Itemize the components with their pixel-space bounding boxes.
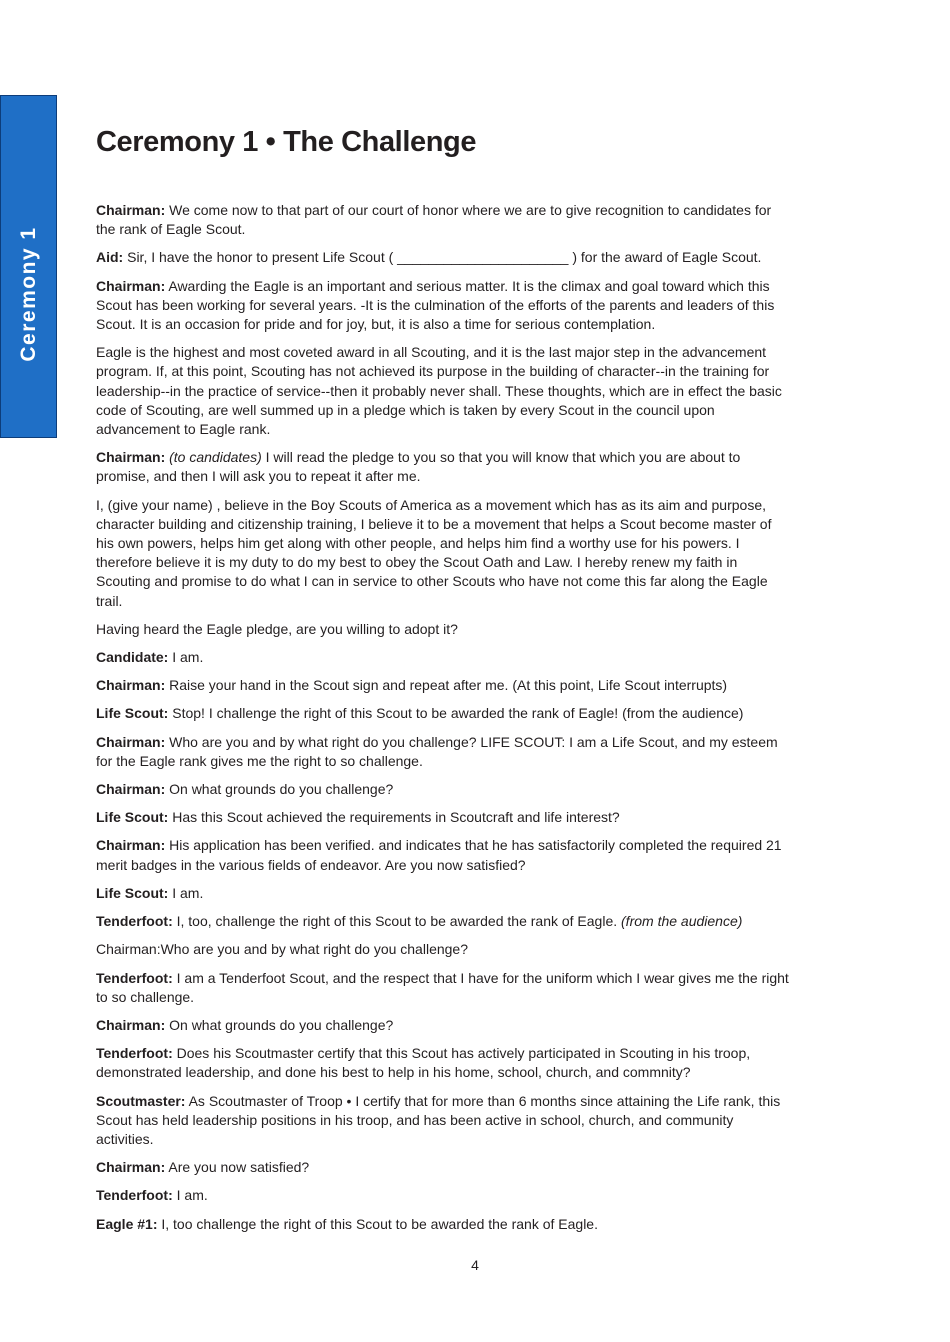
script-paragraph <box>96 620 789 639</box>
side-tab-label: Ceremony 1 <box>17 226 40 362</box>
speaker-label: Chairman: <box>96 277 166 294</box>
script-paragraph <box>96 1186 789 1205</box>
script-paragraph <box>96 808 789 827</box>
dialogue-text: I, too challenge the right of this Scout to be awarded the rank of Eagle. <box>161 1215 598 1232</box>
speaker-label: Candidate: <box>96 649 169 666</box>
speaker-label: Tenderfoot: <box>96 1045 173 1062</box>
dialogue-text: On what grounds do you challenge? <box>169 781 394 798</box>
dialogue-text: Having heard the Eagle pledge, are you willing to adopt it? <box>96 620 458 637</box>
speaker-label: Scoutmaster: <box>96 1092 186 1109</box>
script-body <box>96 201 789 1243</box>
dialogue-text: His application has been verified. and indicates that he has satisfactorily completed the required 21 merit badges in the various fields of endeavor. Are you now satisfied? <box>96 837 782 873</box>
speaker-label: Life Scout: <box>96 705 169 722</box>
script-paragraph <box>96 1158 789 1177</box>
speaker-label: Chairman: <box>96 733 166 750</box>
script-paragraph <box>96 248 789 267</box>
dialogue-text: Does his Scoutmaster certify that this Scout has actively participated in Scouting in his troop, demonstrated leadership, and done his best to help in his home, school, church, and commnity? <box>96 1045 751 1081</box>
dialogue-text: I am. <box>172 884 204 901</box>
script-paragraph <box>96 704 789 723</box>
script-paragraph <box>96 884 789 903</box>
script-paragraph <box>96 1092 789 1150</box>
dialogue-text: Awarding the Eagle is an important and serious matter. It is the climax and goal toward which this Scout has been working for several years. -It is the culmination of the efforts of the parents and leaders of this Scout. It is an occasion for pride and for joy, but, it is also a time for serious contemplation. <box>96 277 775 333</box>
dialogue-text: Sir, I have the honor to present Life Scout ( ______________________ ) for the award of Eagle Scout. <box>127 249 762 266</box>
speaker-label: Life Scout: <box>96 809 169 826</box>
dialogue-text: I, too, challenge the right of this Scout to be awarded the rank of Eagle. <box>176 913 622 930</box>
speaker-label: Tenderfoot: <box>96 969 173 986</box>
speaker-label: Chairman: <box>96 202 166 218</box>
dialogue-text: Are you now satisfied? <box>168 1159 310 1176</box>
script-paragraph <box>96 448 789 486</box>
speaker-label: Chairman: <box>96 1016 166 1033</box>
speaker-label: Eagle #1: <box>96 1215 158 1232</box>
script-paragraph <box>96 1215 789 1234</box>
script-paragraph <box>96 969 789 1007</box>
script-paragraph <box>96 343 789 439</box>
page-number: 4 <box>471 1257 479 1273</box>
dialogue-text: I am. <box>176 1187 208 1204</box>
speaker-label: Chairman: <box>96 449 166 466</box>
dialogue-text: Who are you and by what right do you challenge? LIFE SCOUT: I am a Life Scout, and my esteem for the Eagle rank gives me the right to so challenge. <box>96 733 778 769</box>
speaker-label: Life Scout: <box>96 884 169 901</box>
speaker-label: Tenderfoot: <box>96 913 173 930</box>
dialogue-text: I, (give your name) , believe in the Boy Scouts of America as a movement which has as its aim and purpose, character building and citizenship training, I believe it to be a movement that helps a Scout become master of his own powers, helps him get along with other people, and helps him find a worthy use for his powers. I therefore believe it is my duty to do my best to obey the Scout Oath and Law. I hereby renew my faith in Scouting and promise to do what I can in service to other Scouts who have not come this far along the Eagle trail. <box>96 496 772 609</box>
speaker-label: Tenderfoot: <box>96 1187 173 1204</box>
stage-direction: (from the audience) <box>621 913 743 930</box>
script-paragraph <box>96 733 789 771</box>
dialogue-text: Raise your hand in the Scout sign and repeat after me. (At this point, Life Scout interrupts) <box>169 677 728 694</box>
dialogue-text: As Scoutmaster of Troop • I certify that for more than 6 months since attaining the Life rank, this Scout has held leadership positions in his troop, and has been active in school, church, and community activities. <box>96 1092 781 1147</box>
speaker-label: Chairman: <box>96 677 166 694</box>
dialogue-text: Chairman:Who are you and by what right do you challenge? <box>96 941 468 958</box>
speaker-label: Chairman: <box>96 781 166 798</box>
dialogue-text: On what grounds do you challenge? <box>169 1016 394 1033</box>
script-paragraph <box>96 912 789 931</box>
dialogue-text: Eagle is the highest and most coveted award in all Scouting, and it is the last major step in the advancement program. If, at this point, Scouting has not achieved its purpose in the building of character--in the training for leadership--in the practice of service--then it probably never shall. These thoughts, which are in effect the basic code of Scouting, are well summed up in a pledge which is taken by every Scout in the council upon advancement to Eagle rank. <box>96 344 782 438</box>
script-paragraph <box>96 780 789 799</box>
script-paragraph <box>96 676 789 695</box>
script-paragraph <box>96 277 789 335</box>
script-paragraph <box>96 201 789 239</box>
dialogue-text: Stop! I challenge the right of this Scout to be awarded the rank of Eagle! (from the audience) <box>172 705 744 722</box>
dialogue-text: Has this Scout achieved the requirements in Scoutcraft and life interest? <box>172 809 620 826</box>
script-paragraph <box>96 1044 789 1082</box>
script-paragraph <box>96 648 789 667</box>
side-tab <box>0 95 57 438</box>
page-title: Ceremony 1 • The Challenge <box>96 126 477 158</box>
dialogue-text: We come now to that part of our court of honor where we are to give recognition to candidates for the rank of Eagle Scout. <box>96 202 772 238</box>
speaker-label: Chairman: <box>96 1159 166 1176</box>
stage-direction: (to candidates) <box>169 449 262 466</box>
speaker-label: Aid: <box>96 249 124 266</box>
dialogue-text: I am. <box>172 649 204 666</box>
dialogue-text: I will read the pledge to you so that you will know that which you are about to promise, and then I will ask you to repeat it after me. <box>96 449 741 485</box>
dialogue-text: I am a Tenderfoot Scout, and the respect that I have for the uniform which I wear gives me the right to so challenge. <box>96 969 789 1005</box>
script-paragraph <box>96 940 789 959</box>
script-paragraph <box>96 836 789 874</box>
script-paragraph <box>96 496 789 611</box>
script-paragraph <box>96 1016 789 1035</box>
speaker-label: Chairman: <box>96 837 166 854</box>
